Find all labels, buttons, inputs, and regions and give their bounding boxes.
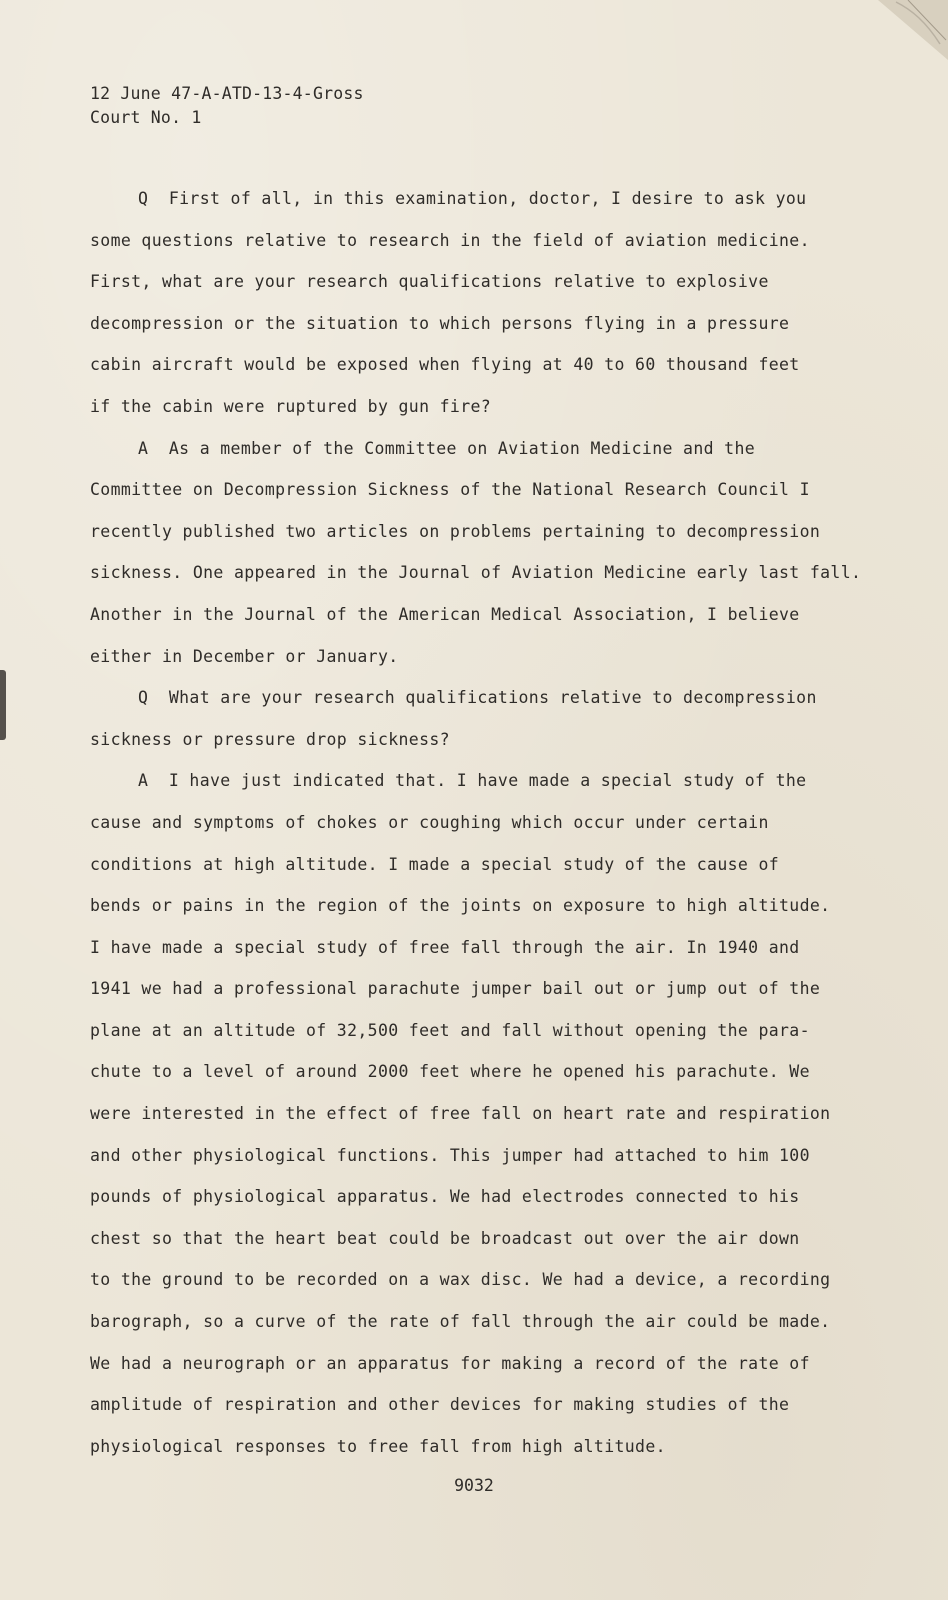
transcript-line: to the ground to be recorded on a wax disc. We had a device, a recording [90,1270,831,1290]
transcript-line: physiological responses to free fall from high altitude. [90,1436,666,1456]
transcript-line: A As a member of the Committee on Aviation Medicine and the [138,438,756,458]
page-number: 9032 [454,1476,494,1495]
transcript-line: cabin aircraft would be exposed when flying at 40 to 60 thousand feet [90,355,800,375]
transcript-line: if the cabin were ruptured by gun fire? [90,396,492,416]
transcript-line: amplitude of respiration and other devices for making studies of the [90,1395,790,1415]
transcript-line: We had a neurograph or an apparatus for making a record of the rate of [90,1353,810,1373]
transcript-line: First, what are your research qualifications relative to explosive [90,272,769,292]
transcript-line: and other physiological functions. This jumper had attached to him 100 [90,1145,810,1165]
transcript-line: A I have just indicated that. I have made a special study of the [138,771,807,791]
transcript-body [90,178,862,1467]
transcript-line: sickness or pressure drop sickness? [90,729,450,749]
transcript-line: I have made a special study of free fall through the air. In 1940 and [90,937,800,957]
document-header [90,82,364,130]
transcript-line: bends or pains in the region of the joints on exposure to high altitude. [90,896,831,916]
header-court-line: Court No. 1 [90,108,202,127]
transcript-line: pounds of physiological apparatus. We had electrodes connected to his [90,1187,800,1207]
transcript-line: Q First of all, in this examination, doctor, I desire to ask you [138,189,807,208]
transcript-line: Q What are your research qualifications relative to decompression [138,688,817,708]
transcript-line: Another in the Journal of the American Medical Association, I believe [90,604,800,624]
folded-corner-icon [878,0,948,60]
transcript-line: plane at an altitude of 32,500 feet and fall without opening the para- [90,1020,810,1040]
transcript-line: some questions relative to research in the field of aviation medicine. [90,230,810,250]
transcript-line: chest so that the heart beat could be broadcast out over the air down [90,1228,800,1248]
transcript-line: were interested in the effect of free fall on heart rate and respiration [90,1104,831,1124]
transcript-line: recently published two articles on problems pertaining to decompression [90,521,821,541]
transcript-line: 1941 we had a professional parachute jumper bail out or jump out of the [90,979,821,999]
transcript-line: conditions at high altitude. I made a special study of the cause of [90,854,780,874]
transcript-line: Committee on Decompression Sickness of the National Research Council I [90,480,810,500]
transcript-line: chute to a level of around 2000 feet where he opened his parachute. We [90,1062,810,1082]
transcript-line: either in December or January. [90,646,399,666]
transcript-line: sickness. One appeared in the Journal of Aviation Medicine early last fall. [90,563,862,583]
transcript-line: cause and symptoms of chokes or coughing which occur under certain [90,812,769,832]
transcript-line: decompression or the situation to which persons flying in a pressure [90,313,790,333]
transcript-line: barograph, so a curve of the rate of fall through the air could be made. [90,1312,831,1332]
binding-mark [0,670,6,740]
header-reference-line: 12 June 47-A-ATD-13-4-Gross [90,84,364,103]
